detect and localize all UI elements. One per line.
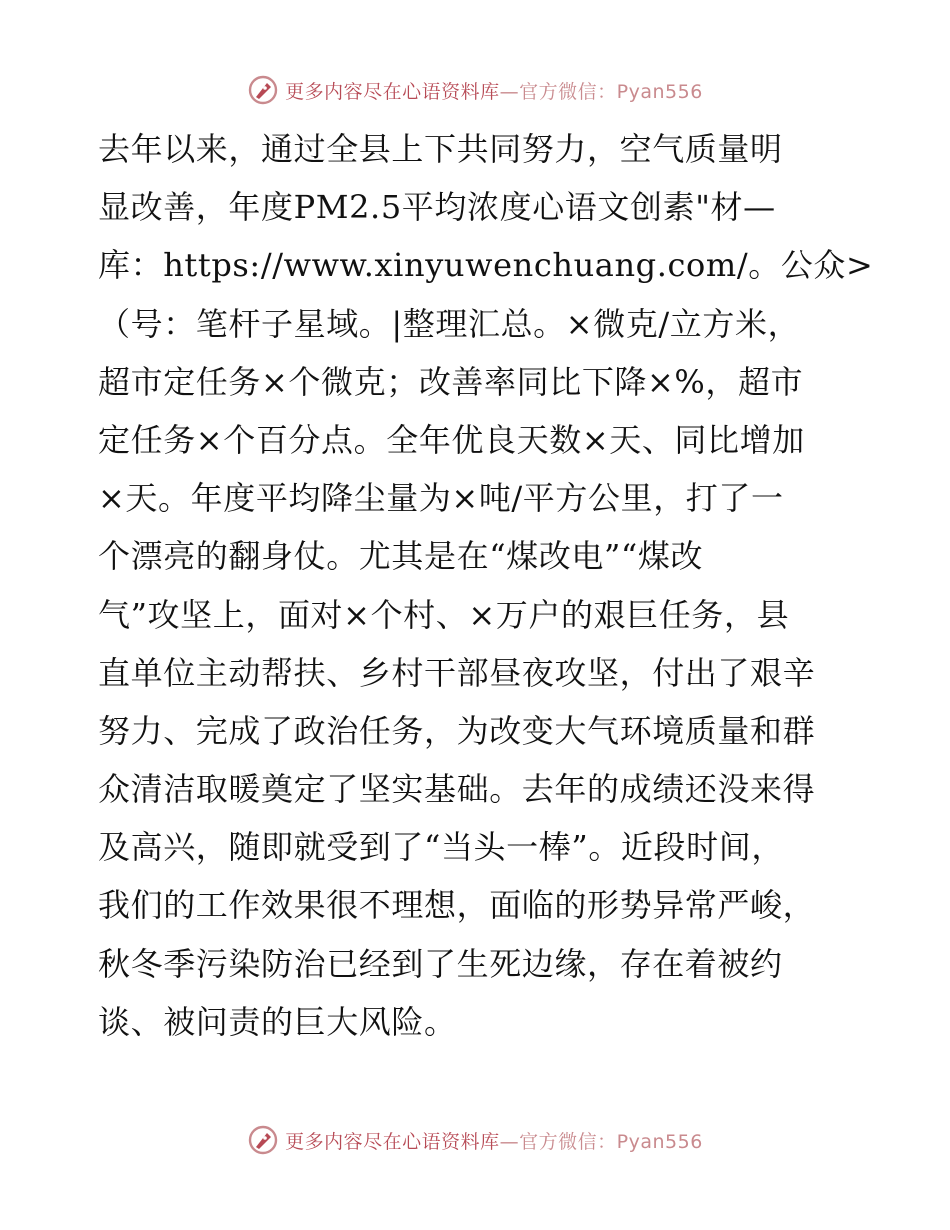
watermark-text: 更多内容尽在心语资料库—官方微信：Pyan556: [285, 80, 703, 103]
text-line: 气”攻坚上，面对×个村、×万户的艰巨任务，县: [98, 595, 790, 634]
text-line: 超市定任务×个微克；改善率同比下降×%，超市: [98, 362, 804, 401]
text-line: 谈、被问责的巨大风险。: [98, 1002, 457, 1041]
watermark-text: 更多内容尽在心语资料库—官方微信：Pyan556: [285, 1130, 703, 1153]
footer-watermark: [0, 1120, 950, 1160]
text-line: 众清洁取暖奠定了坚实基础。去年的成绩还没来得: [98, 770, 816, 809]
pen-nib-logo-icon: [247, 74, 279, 106]
text-line: ×天。年度平均降尘量为×吨/平方公里，打了一: [98, 479, 784, 518]
text-line: 定任务×个百分点。全年优良天数×天、同比增加: [98, 420, 805, 459]
header-watermark: [0, 70, 950, 110]
text-line: 及高兴，随即就受到了“当头一棒”。近段时间，: [98, 828, 784, 867]
text-line: 努力、完成了政治任务，为改变大气环境质量和群: [98, 711, 816, 750]
text-line: 库：https://www.xinyuwenchuang.com/。公众>: [98, 246, 874, 285]
text-line: 秋冬季污染防治已经到了生死边缘，存在着被约: [98, 944, 783, 983]
text-line: 个漂亮的翻身仗。尤其是在“煤改电”“煤改: [98, 537, 704, 576]
document-body: [98, 120, 874, 1051]
text-line: 直单位主动帮扶、乡村干部昼夜攻坚，付出了艰辛: [98, 653, 816, 692]
text-line: （号：笔杆子星域。|整理汇总。×微克/立方米，: [98, 304, 801, 343]
pen-nib-logo-icon: [247, 1124, 279, 1156]
text-line: 显改善，年度PM2.5平均浓度心语文创素"材—: [98, 188, 776, 227]
text-line: 去年以来，通过全县上下共同努力，空气质量明: [98, 130, 783, 168]
text-line: 我们的工作效果很不理想，面临的形势异常严峻，: [98, 886, 816, 925]
